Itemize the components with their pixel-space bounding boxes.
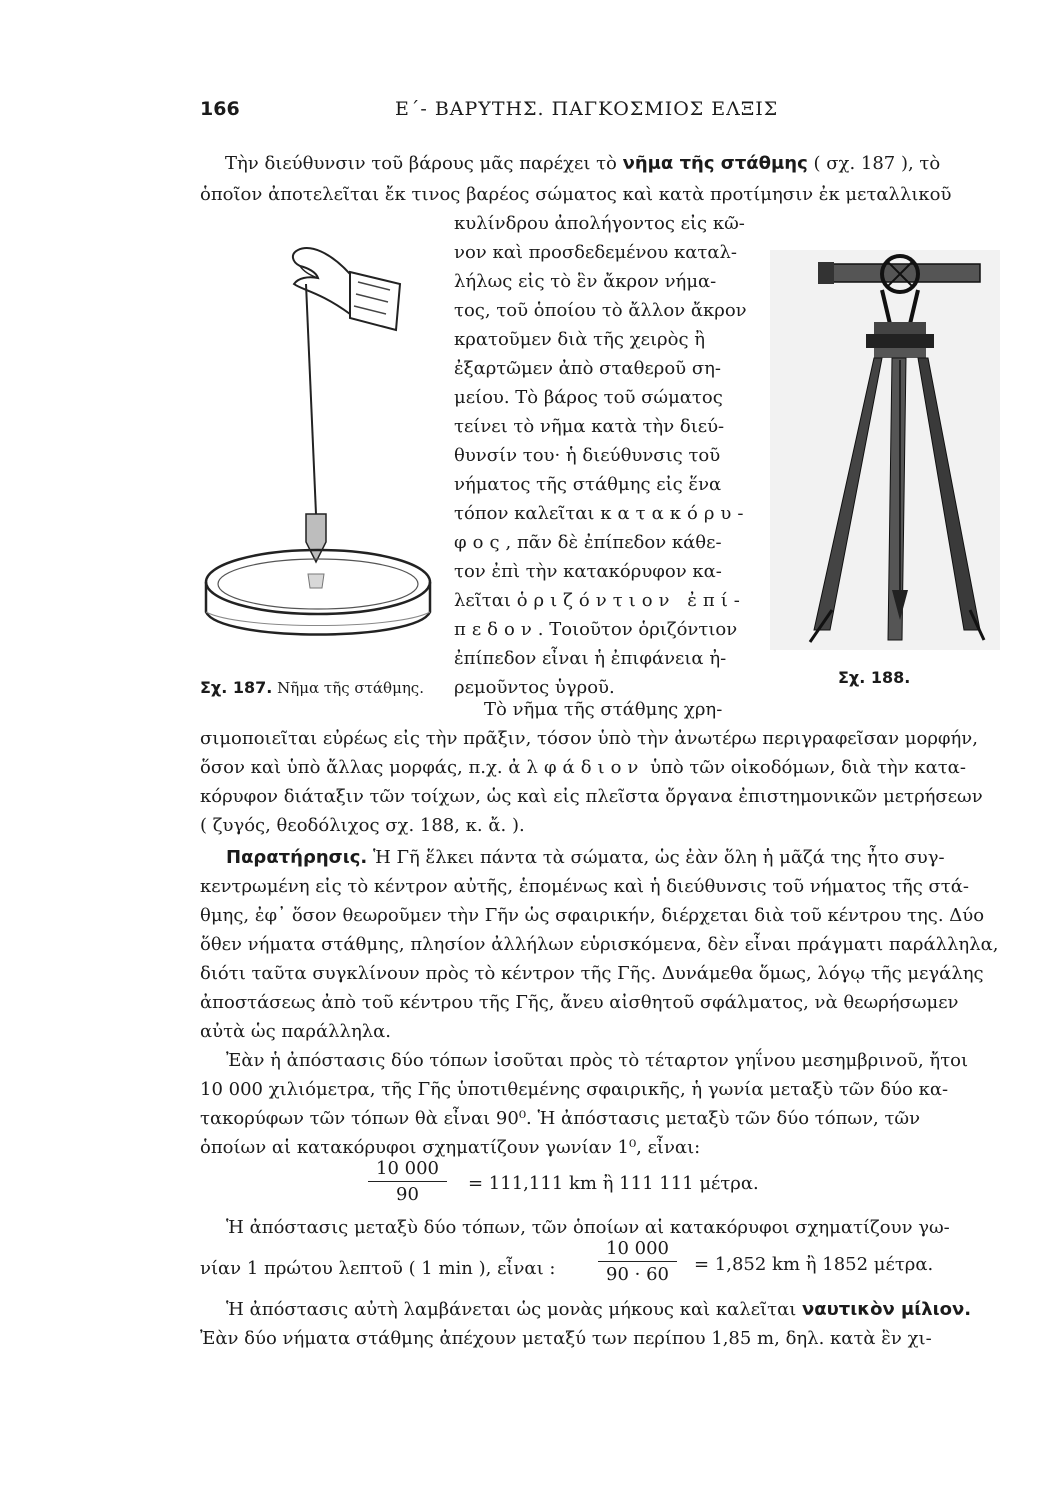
page-number: 166	[200, 98, 240, 120]
para1-line9: μείου. Τὸ βάρος τοῦ σώματος	[454, 387, 723, 408]
fraction-2	[598, 1238, 677, 1285]
para1-line4: νον καὶ προσδεδεμένου καταλ-	[454, 242, 737, 263]
para1-line16: λεῖται ὁριζόντιον ἐπί-	[454, 590, 746, 611]
para2-line4: κόρυφον διάταξιν τῶν τοίχων, ὡς καὶ εἰς πλεῖστα ὄργανα ἐπιστημονικῶν μετρήσεων	[200, 786, 983, 807]
remark-line3: θμης, ἐφ᾽ ὅσον θεωροῦμεν τὴν Γῆν ὡς σφαιρικήν, διέρχεται διὰ τοῦ κέντρου της. Δύο	[200, 905, 985, 926]
para1-line8: ἐξαρτῶμεν ἀπὸ σταθεροῦ ση-	[454, 358, 721, 379]
para3-line1: Ἐὰν ἡ ἀπόστασις δύο τόπων ἰσοῦται πρὸς τὸ τέταρτον γηΐνου μεσημβρινοῦ, ἤτοι	[226, 1050, 969, 1071]
para1-line14: φος, πᾶν δὲ ἐπίπεδον κάθε-	[454, 532, 722, 553]
remark-line6: ἀποστάσεως ἀπὸ τοῦ κέντρου τῆς Γῆς, ἄνευ αἰσθητοῦ σφάλματος, νὰ θεωρήσωμεν	[200, 992, 959, 1013]
equation-1-result: = 111,111 km ἢ 111 111 μέτρα.	[468, 1173, 759, 1194]
para1-line1: Τὴν διεύθυνσιν τοῦ βάρους μᾶς παρέχει τὸ νῆμα τῆς στάθμης ( σχ. 187 ), τὸ	[225, 153, 941, 174]
fraction-2-numerator: 10 000	[598, 1238, 677, 1262]
figure-187-plumb-line	[200, 232, 440, 672]
para4-line1: Ἡ ἀπόστασις μεταξὺ δύο τόπων, τῶν ὁποίων αἱ κατακόρυφοι σχηματίζουν γω-	[226, 1217, 950, 1238]
para1-line5: λήλως εἰς τὸ ἓν ἄκρον νήμα-	[454, 271, 717, 292]
remark-line2: κεντρωμένη εἰς τὸ κέντρον αὐτῆς, ἑπομένως καὶ ἡ διεύθυνσις τοῦ νήματος τῆς στά-	[200, 876, 969, 897]
para1-line12: νήματος τῆς στάθμης εἰς ἕνα	[454, 474, 722, 495]
para1-line19: ρεμοῦντος ὑγροῦ.	[454, 677, 615, 698]
para1-line6: τος, τοῦ ὁποίου τὸ ἄλλον ἄκρον	[454, 300, 747, 321]
para5-line1: Ἡ ἀπόστασις αὐτὴ λαμβάνεται ὡς μονὰς μήκους καὶ καλεῖται ναυτικὸν μίλιον.	[226, 1299, 972, 1320]
remark-line5: διότι ταῦτα συγκλίνουν πρὸς τὸ κέντρον τῆς Γῆς. Δυνάμεθα ὅμως, λόγῳ τῆς μεγάλης	[200, 963, 984, 984]
para3-line4: ὁποίων αἱ κατακόρυφοι σχηματίζουν γωνίαν 1⁰, εἶναι:	[200, 1137, 701, 1158]
fraction-1	[368, 1158, 447, 1205]
term-plumb-line: νῆμα τῆς στάθμης	[622, 153, 808, 174]
para1-line7: κρατοῦμεν διὰ τῆς χειρὸς ἢ	[454, 329, 706, 350]
para5-line2: Ἐὰν δύο νήματα στάθμης ἀπέχουν μεταξύ των περίπου 1,85 m, δηλ. κατὰ ἓν χι-	[200, 1328, 932, 1349]
para3-line3: τακορύφων τῶν τόπων θὰ εἶναι 90⁰. Ἡ ἀπόστασις μεταξὺ τῶν δύο τόπων, τῶν	[200, 1108, 921, 1129]
fraction-1-numerator: 10 000	[368, 1158, 447, 1182]
figure-188-caption: Σχ. 188.	[838, 668, 911, 687]
para1-line2: ὁποῖον ἀποτελεῖται ἔκ τινος βαρέος σώματος καὶ κατὰ προτίμησιν ἐκ μεταλλικοῦ	[200, 184, 952, 205]
para2-line5: ( ζυγός, θεοδόλιχος σχ. 188, κ. ἄ. ).	[200, 815, 525, 836]
fraction-1-denominator: 90	[396, 1184, 419, 1205]
para1-line3: κυλίνδρου ἀπολήγοντος εἰς κῶ-	[454, 213, 745, 234]
running-title: Ε΄- ΒΑΡΥΤΗΣ. ΠΑΓΚΟΣΜΙΟΣ ΕΛΞΙΣ	[395, 98, 779, 120]
equation-2-result: = 1,852 km ἢ 1852 μέτρα.	[694, 1254, 934, 1275]
para2-line1: Τὸ νῆμα τῆς στάθμης χρη-	[484, 699, 723, 720]
para1-line13: τόπον καλεῖται κατακόρυ-	[454, 503, 750, 524]
remark-line4: ὅθεν νήματα στάθμης, πλησίον ἀλλήλων εὑρισκόμενα, δὲν εἶναι πράγματι παράλληλα,	[200, 934, 999, 955]
term-nautical-mile: ναυτικὸν μίλιον.	[802, 1299, 972, 1320]
para1-line15: τον ἐπὶ τὴν κατακόρυφον κα-	[454, 561, 722, 582]
para1-line10: τείνει τὸ νῆμα κατὰ τὴν διεύ-	[454, 416, 725, 437]
remark-line7: αὐτὰ ὡς παράλληλα.	[200, 1021, 392, 1042]
para4-line2: νίαν 1 πρώτου λεπτοῦ ( 1 min ), εἶναι :	[200, 1258, 556, 1279]
fraction-2-denominator: 90 · 60	[606, 1264, 669, 1285]
para1-line11: θυνσίν του· ἡ διεύθυνσις τοῦ	[454, 445, 721, 466]
para2-line2: σιμοποιεῖται εὐρέως εἰς τὴν πρᾶξιν, τόσον ὑπὸ τὴν ἀνωτέρω περιγραφεῖσαν μορφήν,	[200, 728, 978, 749]
term-horizontal-plane: ὁριζόντιον ἐπί-	[516, 590, 746, 611]
term-vertical: κατακόρυ-	[600, 503, 750, 524]
figure-187-caption: Σχ. 187. Νῆμα τῆς στάθμης.	[200, 678, 424, 697]
term-spirit-level: ἀλφάδιον	[508, 757, 645, 778]
remark-label: Παρατήρησις.	[226, 847, 368, 868]
para1-line17: πεδον. Τοιοῦτον ὁριζόντιον	[454, 619, 738, 640]
para1-line18: ἐπίπεδον εἶναι ἡ ἐπιφάνεια ἠ-	[454, 648, 727, 669]
remark-line1: Παρατήρησις. Ἡ Γῆ ἕλκει πάντα τὰ σώματα, ὡς ἐὰν ὅλη ἡ μᾶζά της ἦτο συγ-	[226, 847, 945, 868]
para3-line2: 10 000 χιλιόμετρα, τῆς Γῆς ὑποτιθεμένης σφαιρικῆς, ἡ γωνία μεταξὺ τῶν δύο κα-	[200, 1079, 949, 1100]
figure-188-theodolite	[770, 250, 1000, 650]
para2-line3: ὅσον καὶ ὑπὸ ἄλλας μορφάς, π.χ. ἀλφάδιον ὑπὸ τῶν οἰκοδόμων, διὰ τὴν κατα-	[200, 757, 966, 778]
